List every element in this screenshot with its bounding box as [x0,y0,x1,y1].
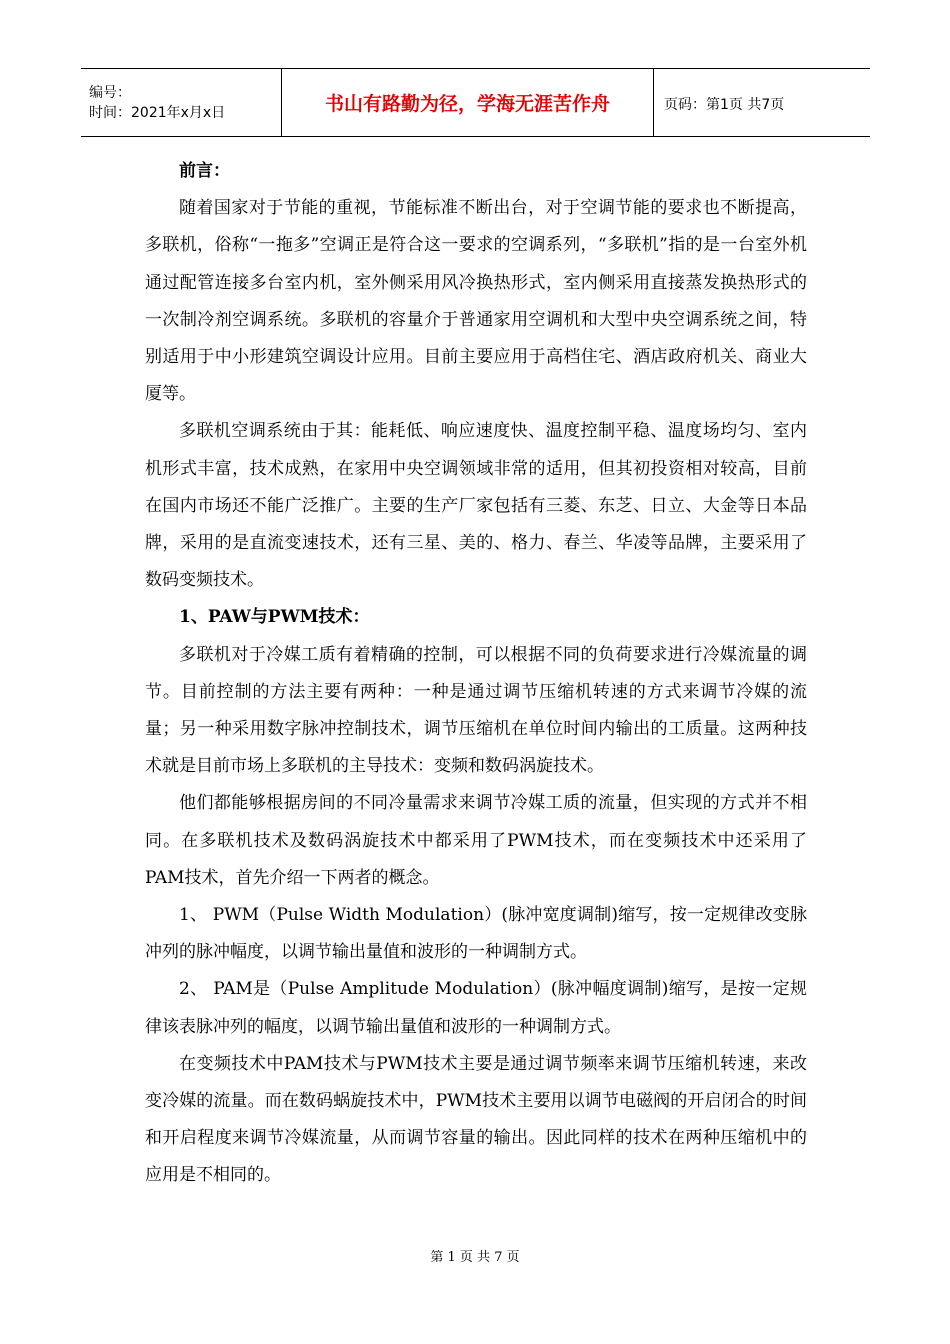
footer-page-number: 第 1 页 共 7 页 [430,1250,520,1265]
preface-title: 前言： [179,161,230,181]
paragraph-1: 随着国家对于节能的重视，节能标准不断出台，对于空调节能的要求也不断提高，多联机，俗称“一拖多”空调正是符合这一要求的空调系列，“多联机”指的是一台室外机通过配管连接多台室内机，室外侧采用风冷换热形式，室内侧采用直接蒸发换热形式的一次制冷剂空调系统。多联机的容量介于普通家用空调机和大型中央空调系统之间，特别适用于中小形建筑空调设计应用。目前主要应用于高档住宅、酒店政府机关、商业大厦等。 [145,198,807,405]
page-footer [0,1246,950,1265]
paragraph-4: 他们都能够根据房间的不同冷量需求来调节冷媒工质的流量，但实现的方式并不相同。在多联机技术及数码涡旋技术中都采用了PWM技术，而在变频技术中还采用了PAM技术，首先介绍一下两者的概念。 [145,793,807,888]
list-item-pwm: 1、 PWM（Pulse Width Modulation）(脉冲宽度调制)缩写，按一定规律改变脉冲列的脉冲幅度，以调节输出量值和波形的一种调制方式。 [145,905,807,963]
list-item-pam: 2、 PAM是（Pulse Amplitude Modulation）(脉冲幅度调制)缩写，是按一定规律该表脉冲列的幅度，以调节输出量值和波形的一种调制方式。 [145,979,807,1037]
page-header [81,68,870,137]
header-page-info [654,69,870,136]
paragraph-3: 多联机对于冷媒工质有着精确的控制，可以根据不同的负荷要求进行冷媒流量的调节。目前控制的方法主要有两种：一种是通过调节压缩机转速的方式来调节冷媒的流量；另一种采用数字脉冲控制技术，调节压缩机在单位时间内输出的工质量。这两种技术就是目前市场上多联机的主导技术：变频和数码涡旋技术。 [145,644,807,777]
section-1-title: 1、PAW与PWM技术： [179,607,370,628]
paragraph-5: 在变频技术中PAM技术与PWM技术主要是通过调节频率来调节压缩机转速，来改变冷媒的流量。而在数码蜗旋技术中，PWM技术主要用以调节电磁阀的开启闭合的时间和开启程度来调节冷媒流量，从而调节容量的输出。因此同样的技术在两种压缩机中的应用是不相同的。 [145,1053,807,1186]
paragraph-2: 多联机空调系统由于其：能耗低、响应速度快、温度控制平稳、温度场均匀、室内机形式丰富，技术成熟，在家用中央空调领域非常的适用，但其初投资相对较高，目前在国内市场还不能广泛推广。主要的生产厂家包括有三菱、东芝、日立、大金等日本品牌，采用的是直流变速技术，还有三星、美的、格力、春兰、华凌等品牌，主要采用了数码变频技术。 [145,421,807,591]
document-number-label: 编号： [89,84,131,101]
header-meta [81,69,282,136]
header-motto [282,69,654,136]
motto-text: 书山有路勤为径，学海无涯苦作舟 [324,93,610,115]
document-body [145,153,807,1195]
page-info-text: 页码：第1页 共7页 [664,96,785,113]
document-date: 时间：2021年x月x日 [89,104,226,121]
